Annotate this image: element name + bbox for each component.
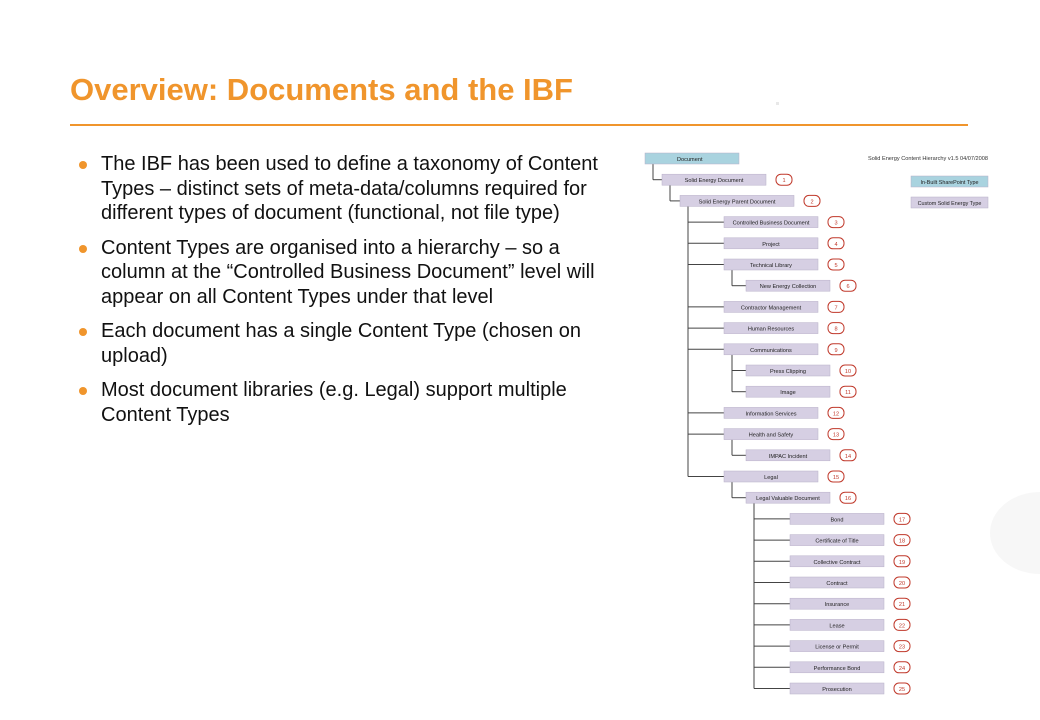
node-number-label: 7 bbox=[834, 305, 838, 312]
node-number-label: 2 bbox=[810, 199, 814, 206]
node-number-label: 8 bbox=[834, 326, 838, 333]
node-number-label: 19 bbox=[898, 559, 906, 566]
bullet-text: The IBF has been used to define a taxonomy of Content Types – distinct sets of meta-data/columns required for different types of document (functional, not file type) bbox=[101, 153, 598, 224]
bullet-item bbox=[78, 319, 623, 368]
bullet-text: Most document libraries (e.g. Legal) support multiple Content Types bbox=[101, 379, 567, 426]
node-number-label: 3 bbox=[834, 220, 838, 227]
bullet-item bbox=[78, 152, 623, 226]
bullet-text: Content Types are organised into a hierarchy – so a column at the “Controlled Business Document” level will appear on all Content Types under that level bbox=[101, 236, 595, 308]
hierarchy-node-label: Legal Valuable Document bbox=[756, 496, 820, 503]
node-number-label: 12 bbox=[832, 411, 840, 418]
node-number-label: 13 bbox=[832, 432, 840, 439]
bullet-dot-icon bbox=[79, 161, 87, 169]
hierarchy-node-label: Prosecution bbox=[822, 687, 852, 693]
hierarchy-node-label: Bond bbox=[830, 517, 844, 524]
hierarchy-node-label: Legal bbox=[764, 475, 778, 481]
node-number-label: 10 bbox=[844, 369, 852, 375]
bullet-list bbox=[78, 152, 623, 437]
content-hierarchy-diagram bbox=[640, 148, 995, 700]
hierarchy-node-label: Project bbox=[762, 241, 780, 248]
node-number-label: 16 bbox=[844, 496, 852, 503]
hierarchy-node-label: Insurance bbox=[824, 602, 850, 609]
hierarchy-node-label: Information Services bbox=[745, 411, 797, 418]
hierarchy-node-label: Contract bbox=[826, 581, 848, 587]
legend-label: In-Built SharePoint Type bbox=[920, 180, 979, 186]
node-number-label: 14 bbox=[844, 453, 852, 460]
bullet-text: Each document has a single Content Type (chosen on upload) bbox=[101, 320, 581, 367]
bullet-item bbox=[78, 236, 623, 310]
diagram-title: Solid Energy Content Hierarchy v1.5 04/07/2008 bbox=[867, 156, 988, 162]
node-number-label: 5 bbox=[834, 263, 838, 269]
node-number-label: 20 bbox=[898, 581, 906, 587]
hierarchy-node-label: Performance Bond bbox=[813, 665, 861, 672]
hierarchy-node-label: Solid Energy Parent Document bbox=[698, 199, 776, 206]
node-number-label: 18 bbox=[898, 538, 906, 545]
hierarchy-node-label: Certificate of Title bbox=[815, 538, 859, 545]
hierarchy-node-label: Contractor Management bbox=[740, 305, 802, 312]
node-number-label: 25 bbox=[898, 687, 906, 693]
hierarchy-node-label: License or Permit bbox=[815, 644, 859, 651]
hierarchy-node-label: Document bbox=[677, 157, 703, 163]
hierarchy-node-label: Press Clipping bbox=[769, 369, 807, 375]
hierarchy-node-label: IMPAC Incident bbox=[768, 453, 808, 460]
node-number-label: 15 bbox=[832, 475, 840, 481]
node-number-label: 17 bbox=[898, 517, 906, 524]
node-number-label: 11 bbox=[845, 390, 851, 397]
hierarchy-node-label: Controlled Business Document bbox=[732, 220, 810, 227]
node-number-label: 6 bbox=[846, 284, 850, 291]
bullet-dot-icon bbox=[79, 245, 87, 253]
node-number-label: 9 bbox=[834, 347, 838, 354]
slide-title: Overview: Documents and the IBF bbox=[70, 72, 573, 107]
node-number-label: 22 bbox=[898, 623, 906, 630]
bullet-item bbox=[78, 378, 623, 427]
node-number-label: 23 bbox=[898, 644, 906, 651]
hierarchy-node-label: Collective Contract bbox=[813, 559, 861, 566]
bullet-dot-icon bbox=[79, 328, 87, 336]
node-number-label: 1 bbox=[782, 178, 786, 185]
hierarchy-node-label: Technical Library bbox=[750, 263, 792, 269]
decorative-shape bbox=[990, 492, 1040, 574]
title-underline bbox=[70, 124, 968, 126]
hierarchy-node-label: Image bbox=[780, 390, 796, 397]
legend-label: Custom Solid Energy Type bbox=[917, 201, 982, 207]
bullet-dot-icon bbox=[79, 387, 87, 395]
hierarchy-node-label: Communications bbox=[750, 347, 792, 354]
hierarchy-node-label: Human Resources bbox=[747, 326, 795, 333]
node-number-label: 24 bbox=[898, 665, 906, 672]
hierarchy-node-label: Health and Safety bbox=[748, 432, 794, 439]
node-number-label: 4 bbox=[834, 241, 838, 248]
hierarchy-node-label: Solid Energy Document bbox=[684, 178, 744, 185]
node-number-label: 21 bbox=[898, 602, 906, 609]
hierarchy-node-label: Lease bbox=[829, 623, 845, 630]
header-mark bbox=[776, 102, 779, 105]
hierarchy-node-label: New Energy Collection bbox=[759, 284, 817, 291]
